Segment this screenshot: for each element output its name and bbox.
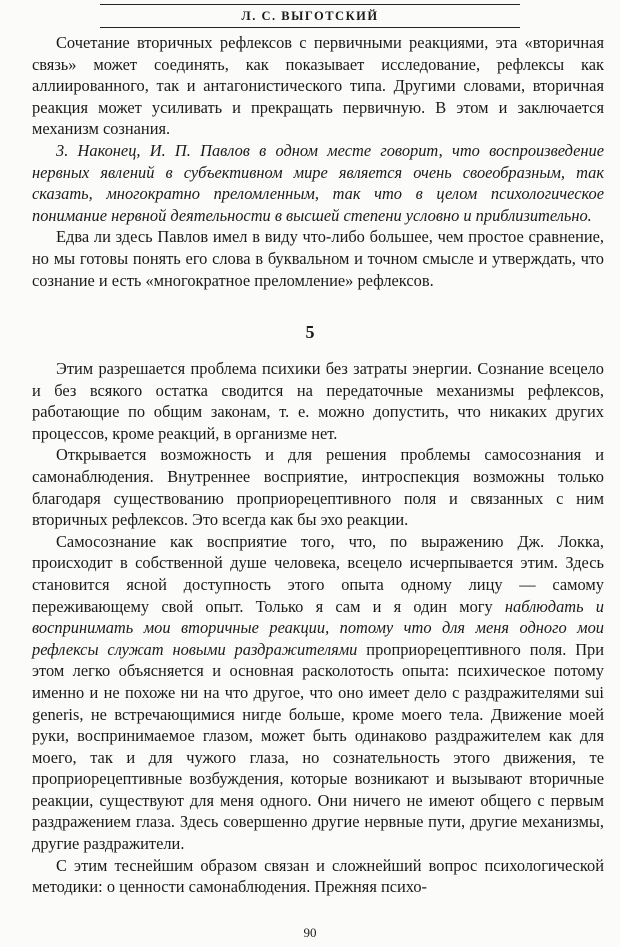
page-number: 90 [303,925,317,940]
running-header: Л. С. ВЫГОТСКИЙ [241,9,379,23]
paragraph: Этим разрешается проблема психики без затраты энергии. Сознание всецело и без всякого остатка сводится на передаточные механизмы рефлексов, работающие по общим законам, т. е. можно допустить, что никаких других процессов, кроме реакций, в организме нет. [32,359,604,443]
paragraph-emphasis: наблюдать и воспринимать мои вторичные реакции, потому что для меня одного мои рефлексы служат новыми раздражителями [32,596,604,659]
paragraph: С этим теснейшим образом связан и сложнейший вопрос психологической методики: о ценности самонаблюдения. Прежняя психо- [32,855,604,897]
paragraph: Едва ли здесь Павлов имел в виду что-либо большее, чем простое сравнение, но мы готовы понять его слова в буквальном и точном смысле и утверждать, что сознание и есть «многократное преломление» рефлексов. [32,227,604,290]
text-block-bottom [32,358,604,898]
paragraph [32,140,604,226]
section-number: 5 [305,322,315,342]
paragraph-lead: 3. Наконец, И. П. Павлов в одном месте говорит, [56,140,443,160]
header-rule-bottom [100,27,520,28]
paragraph-text: проприорецептивного поля. При этом легко объясняется и основная расколотость опыта: психическое потому именно и не похоже ни на что другое, что оно имеет дело с раздражителями sui generis, не встречающимися нигде больше, кроме моего тела. Движение моей руки, воспринимаемое глазом, может быть одинаково раздражителем как для моего, так и для чужого глаза, но сознательность этого движения, те проприорецептивные возбуждения, которые возникают и вызывают вторичные реакции, существуют для меня одного. Они ничего не имеют общего с первым раздражением глаза. Здесь совершенно другие нервные пути, другие механизмы, другие раздражители. [32,639,604,854]
paragraph: Открывается возможность и для решения проблемы самосознания и самонаблюдения. Внутреннее восприятие, интроспекция возможны только благодаря существованию проприорецептивного поля и связанных с ним вторичных рефлексов. Это всегда как бы эхо реакции. [32,445,604,530]
paragraph-emphasis: что воспроизведение нервных явлений в субъективном мире является очень своеобразным, так сказать, многократно преломленным, так что в целом психологическое понимание нервной деятельности в высшей степени условно и приблизительно. [32,140,604,225]
paragraph-text: Самосознание как восприятие того, что, по выражению Дж. Локка, происходит в собственной душе человека, всецело исчерпывается этим. Здесь становится ясной доступность этого опыта одному лицу — самому переживающему свой опыт. Только я сам и я один могу [32,531,604,616]
paragraph [32,531,604,855]
paragraph: Сочетание вторичных рефлексов с первичными реакциями, эта «вторичная связь» может соединять, как показывает исследование, рефлексы как аллиированного, так и антагонистического типа. Другими словами, вторичная реакция может усиливать и прекращать первичную. В этом и заключается механизм сознания. [32,33,604,139]
text-block-top [32,32,604,291]
header-rule-top [100,4,520,5]
